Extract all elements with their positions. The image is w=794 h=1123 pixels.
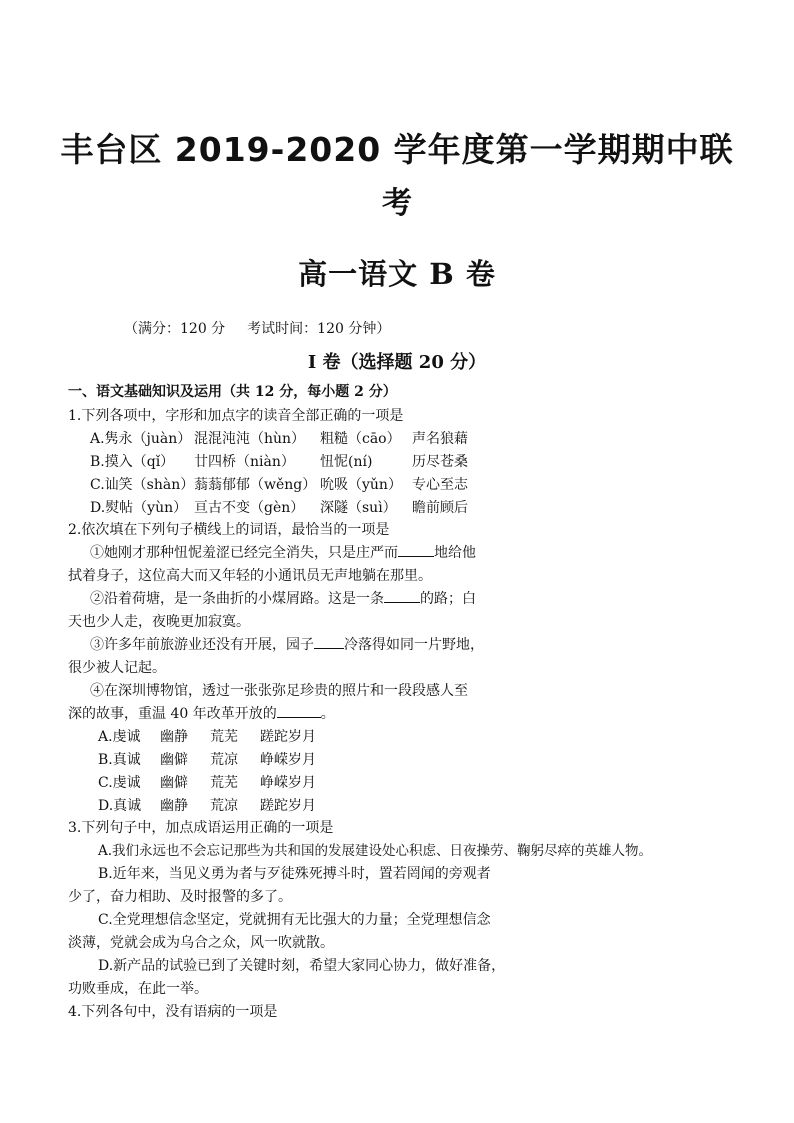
exam-meta	[124, 318, 390, 338]
q2-sentence-3-cont: 很少被人记起。	[68, 660, 166, 676]
q3-option-b-cont: 少了，奋力相助、及时报警的多了。	[68, 889, 292, 905]
q2-sentence-1: ①她刚才那种忸怩羞涩已经完全消失，只是庄严而 地给他	[90, 545, 476, 561]
q3-option-b: B.近年来，当见义勇为者与歹徒殊死搏斗时，置若罔闻的旁观者	[98, 866, 491, 882]
q1-option-b-3: 忸怩(ní)	[320, 454, 373, 470]
q2-option-b-3: 荒凉	[210, 752, 238, 768]
q1-option-a-1: A.隽永（juàn）	[90, 431, 192, 447]
q2-sentence-1-cont: 拭着身子，这位高大而又年轻的小通讯员无声地躺在那里。	[68, 568, 432, 584]
q2-option-d-1: D.真诚	[98, 798, 142, 814]
q1-option-d-2: 亘古不变（gèn）	[194, 500, 305, 516]
fill-blank	[384, 590, 420, 603]
fill-blank	[277, 705, 321, 718]
q1-option-a-2: 混混沌沌（hùn）	[194, 431, 306, 447]
q1-option-b-2: 廿四桥（niàn）	[194, 454, 295, 470]
q1-option-a-4: 声名狼藉	[412, 431, 468, 447]
q2-sentence-4: ④在深圳博物馆，透过一张张弥足珍贵的照片和一段段感人至	[90, 683, 468, 699]
q2-option-a-1: A.虔诚	[98, 729, 141, 745]
section-title: I 卷（选择题 20 分）	[307, 352, 487, 373]
fill-blank	[398, 544, 434, 557]
q2-option-c-3: 荒芜	[210, 775, 238, 791]
q1-option-d-1: D.熨帖（yùn）	[90, 500, 188, 516]
q1-option-b-1: B.摸入（qǐ）	[90, 454, 175, 470]
q1-option-c-2: 蓊蓊郁郁（wěng）	[194, 477, 317, 493]
q2-option-b-1: B.真诚	[98, 752, 141, 768]
exam-title-line2: 考	[382, 186, 412, 221]
q2-option-b-2: 幽僻	[160, 752, 188, 768]
q2-sentence-4-cont: 深的故事，重温 40 年改革开放的 。	[68, 706, 335, 722]
full-score: （满分：120 分	[124, 321, 226, 337]
q2-option-b-4: 峥嵘岁月	[260, 752, 316, 768]
q2-option-d-4: 蹉跎岁月	[260, 798, 316, 814]
q1-option-c-3: 吮吸（yǔn）	[320, 477, 402, 493]
q2-option-d-3: 荒凉	[210, 798, 238, 814]
q3-option-a: A.我们永远也不会忘记那些为共和国的发展建设处心积虑、日夜操劳、鞠躬尽瘁的英雄人物。	[98, 843, 653, 859]
q1-option-c-4: 专心至志	[412, 477, 468, 493]
question-2-stem: 2.依次填在下列句子横线上的词语，最恰当的一项是	[68, 522, 390, 538]
q3-option-c-cont: 淡薄，党就会成为乌合之众，风一吹就散。	[68, 935, 334, 951]
q1-option-a-3: 粗糙（cāo）	[320, 431, 401, 447]
exam-time: 考试时间：120 分钟）	[247, 321, 391, 337]
q2-option-a-3: 荒芜	[210, 729, 238, 745]
q2-option-c-4: 峥嵘岁月	[260, 775, 316, 791]
q1-option-d-4: 瞻前顾后	[412, 500, 468, 516]
q2-option-c-2: 幽僻	[160, 775, 188, 791]
fill-blank	[314, 636, 344, 649]
q1-option-c-1: C.讪笑（shàn）	[90, 477, 195, 493]
q2-sentence-2-cont: 天也少人走，夜晚更加寂寞。	[68, 614, 250, 630]
q3-option-d-cont: 功败垂成，在此一举。	[68, 981, 208, 997]
q3-option-d: D.新产品的试验已到了关键时刻，希望大家同心协力，做好准备，	[98, 958, 506, 974]
q3-option-c: C.全党理想信念坚定，党就拥有无比强大的力量；全党理想信念	[98, 912, 491, 928]
question-3-stem: 3.下列句子中，加点成语运用正确的一项是	[68, 820, 334, 836]
part-heading: 一、语文基础知识及运用（共 12 分，每小题 2 分）	[68, 384, 397, 400]
q1-option-b-4: 历尽苍桑	[412, 454, 468, 470]
exam-subtitle: 高一语文 B 卷	[298, 257, 496, 291]
q2-option-a-4: 蹉跎岁月	[260, 729, 316, 745]
exam-title-line1: 丰台区 2019-2020 学年度第一学期期中联	[60, 130, 734, 169]
q2-option-d-2: 幽静	[160, 798, 188, 814]
q2-sentence-3: ③许多年前旅游业还没有开展，园子 冷落得如同一片野地，	[90, 637, 484, 653]
q2-option-a-2: 幽静	[160, 729, 188, 745]
question-1-stem: 1.下列各项中，字形和加点字的读音全部正确的一项是	[68, 408, 404, 424]
question-4-stem: 4.下列各句中，没有语病的一项是	[68, 1004, 278, 1020]
q2-sentence-2: ②沿着荷塘，是一条曲折的小煤屑路。这是一条 的路；白	[90, 591, 476, 607]
q1-option-d-3: 深隧（suì）	[320, 500, 397, 516]
q2-option-c-1: C.虔诚	[98, 775, 141, 791]
